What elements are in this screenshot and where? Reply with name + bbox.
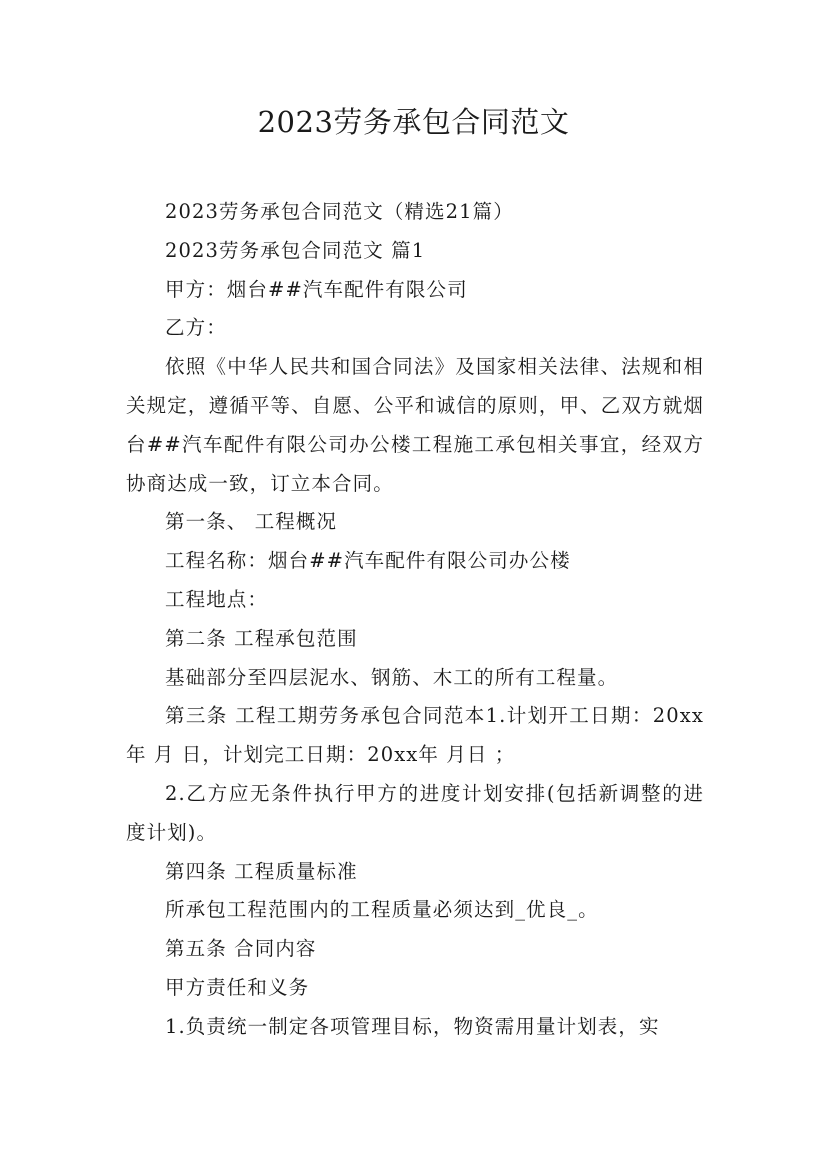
paragraph-article-2-heading: 第二条 工程承包范围 — [165, 626, 358, 650]
paragraph-scope: 基础部分至四层泥水、钢筋、木工的所有工程量。 — [165, 665, 619, 689]
document-title: 2023劳务承包合同范文 — [257, 105, 570, 139]
paragraph-party-a: 甲方：烟台##汽车配件有限公司 — [165, 277, 468, 301]
paragraph-party-a-duties: 甲方责任和义务 — [165, 975, 310, 999]
paragraph-article-5-heading: 第五条 合同内容 — [165, 937, 317, 961]
paragraph-quality: 所承包工程范围内的工程质量必须达到_优良_。 — [165, 898, 599, 922]
document-body — [126, 193, 704, 1047]
paragraph-article-4-heading: 第四条 工程质量标准 — [165, 859, 358, 883]
paragraph-party-b: 乙方： — [165, 316, 227, 340]
paragraph-duty-item-1: 1.负责统一制定各项管理目标，物资需用量计划表，实 — [165, 1014, 660, 1038]
paragraph-preamble: 依照《中华人民共和国合同法》及国家相关法律、法规和相关规定，遵循平等、自愿、公平和诚信的原则，甲、乙双方就烟台##汽车配件有限公司办公楼工程施工承包相关事宜，经双方协商达成一致，订立本合同。 — [126, 355, 704, 495]
paragraph-project-location: 工程地点： — [165, 587, 269, 611]
paragraph-section-heading: 2023劳务承包合同范文 篇1 — [165, 238, 426, 262]
paragraph-project-name: 工程名称：烟台##汽车配件有限公司办公楼 — [165, 549, 571, 573]
paragraph-article-1-heading: 第一条、 工程概况 — [165, 510, 338, 534]
paragraph-schedule-item-2: 2.乙方应无条件执行甲方的进度计划安排(包括新调整的进度计划)。 — [126, 781, 704, 844]
paragraph-subtitle: 2023劳务承包合同范文（精选21篇） — [165, 200, 514, 223]
paragraph-article-3-schedule: 第三条 工程工期劳务承包合同范本1.计划开工日期：20xx年 月 日，计划完工日期：20xx年 月日 ； — [126, 704, 704, 767]
